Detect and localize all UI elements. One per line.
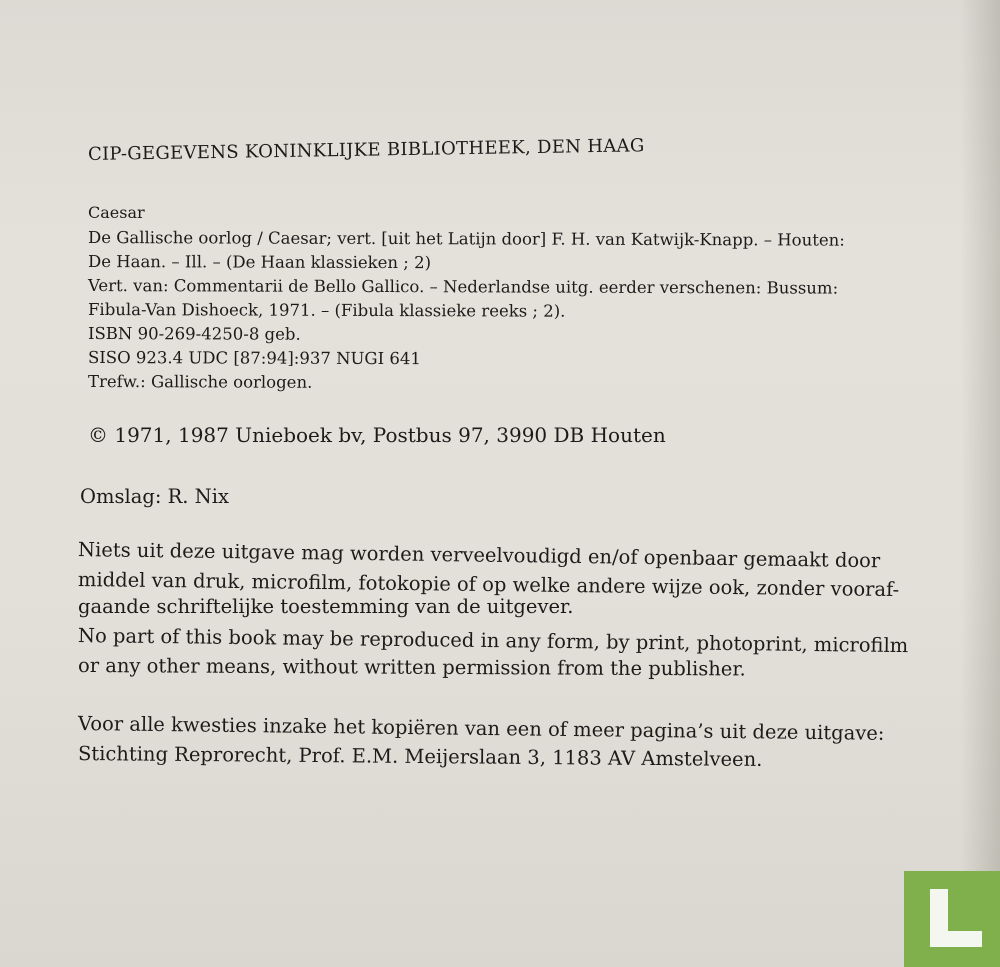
rights-nl-line: Niets uit deze uitgave mag worden verveelvoudigd en/of openbaar gemaakt door (77, 538, 881, 573)
record-line: Trefw.: Gallische oorlogen. (87, 372, 313, 392)
page-edge-shadow (960, 0, 1000, 967)
copyright-notice: © 1971, 1987 Unieboek bv, Postbus 97, 3990 DB Houten (88, 423, 666, 447)
cip-heading: CIP-GEGEVENS KONINKLIJKE BIBLIOTHEEK, DEN HAAG (87, 135, 645, 165)
record-line: Vert. van: Commentarii de Bello Gallico. – Nederlandse uitg. eerder verschenen: Bussum: (87, 276, 839, 298)
record-line: Fibula-Van Dishoeck, 1971. – (Fibula klassieke reeks ; 2). (87, 300, 566, 321)
reprorecht-line: Voor alle kwesties inzake het kopiëren van een of meer pagina’s uit deze uitgave: (77, 712, 885, 745)
rights-en-line: No part of this book may be reproduced in any form, by print, photoprint, microfilm (77, 624, 909, 658)
record-line: De Gallische oorlog / Caesar; vert. [uit het Latijn door] F. H. van Katwijk-Knapp. – Houten: (87, 228, 845, 250)
cover-credit: Omslag: R. Nix (80, 485, 229, 508)
record-line: SISO 923.4 UDC [87:94]:937 NUGI 641 (87, 348, 421, 369)
rights-nl-line: middel van druk, microfilm, fotokopie of op welke andere wijze ook, zonder vooraf- (77, 568, 900, 602)
record-line: De Haan. – Ill. – (De Haan klassieken ; 2) (87, 252, 432, 273)
reprorecht-line: Stichting Reprorecht, Prof. E.M. Meijerslaan 3, 1183 AV Amstelveen. (77, 742, 763, 771)
rights-nl-line: gaande schriftelijke toestemming van de uitgever. (78, 595, 574, 618)
record-line: ISBN 90-269-4250-8 geb. (87, 324, 301, 344)
rights-en-line: or any other means, without written permission from the publisher. (77, 654, 746, 681)
l-logo-icon (904, 871, 1000, 967)
author: Caesar (88, 203, 145, 222)
